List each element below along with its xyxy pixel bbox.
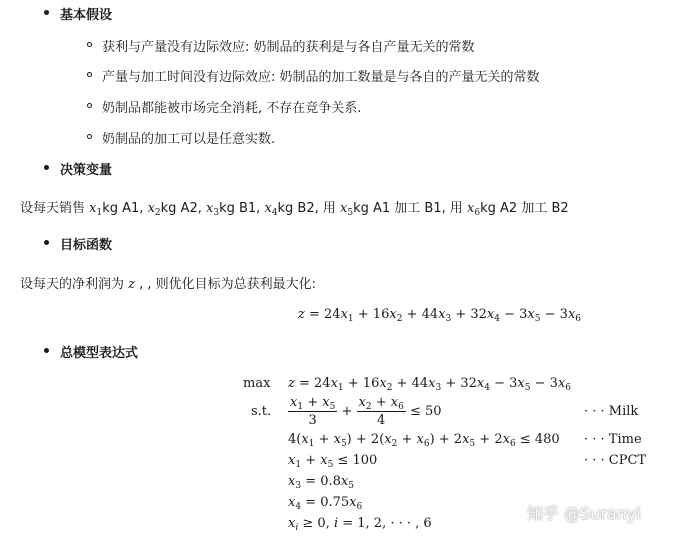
watermark: 知乎 @Suranyi — [527, 504, 641, 523]
section-bullet — [44, 10, 49, 15]
max-label: max — [243, 376, 271, 391]
objective-equation: $z = 24x_1 + 16x_2 + 44x_3 + 32x_4 - 3x_5 - 3x_6$ — [298, 307, 582, 324]
assumption-item-1: 获利与产量没有边际效应: 奶制品的获利是与各自产量无关的常数 — [102, 40, 475, 55]
decision-heading: 决策变量 — [60, 163, 113, 178]
sub-bullet — [87, 103, 92, 108]
model-heading: 总模型表达式 — [60, 346, 139, 361]
assumption-item-4: 奶制品的加工可以是任意实数. — [102, 132, 276, 147]
objective-heading: 目标函数 — [60, 238, 113, 253]
section-bullet — [44, 240, 49, 245]
decision-variables-text: 设每天销售 $x_1kg$ A1, $x_2kg$ A2, $x_3kg$ B1, $x_4kg$ B2, 用 $x_5kg$ A1 加工 B1, 用 $x_6kg$ A2 加工 B2 — [20, 201, 569, 218]
assumption-item-3: 奶制品都能被市场完全消耗, 不存在竞争关系. — [102, 101, 362, 116]
cpct-label: · · · CPCT — [584, 453, 647, 468]
max-equation: $z = 24x_1 + 16x_2 + 44x_3 + 32x_4 - 3x_5 - 3x_6$ — [288, 376, 572, 393]
assumptions-heading: 基本假设 — [60, 8, 113, 23]
time-label: · · · Time — [584, 432, 642, 447]
section-bullet — [44, 348, 49, 353]
time-constraint: $4(x_1 + x_5) + 2(x_2 + x_6) + 2x_5 + 2x_6 \le 480$ — [288, 432, 560, 449]
assumption-item-2: 产量与加工时间没有边际效应: 奶制品的加工数量是与各自的产量无关的常数 — [102, 70, 540, 85]
nonneg-constraint: $x_i \ge 0$, i = 1, 2, · · · , 6 — [288, 516, 432, 533]
section-bullet — [44, 165, 49, 170]
objective-text: 设每天的净利润为 z , , 则优化目标为总获利最大化: — [20, 277, 317, 292]
milk-constraint: $\frac{x_1 + x_5}{3}$ + $\frac{x_2 + x_6}{4}$ ≤ 50 — [290, 395, 442, 428]
sub-bullet — [87, 72, 92, 77]
st-label: s.t. — [251, 404, 272, 419]
x3-constraint: $x_3 = 0.8x_5$ — [288, 474, 354, 491]
milk-label: · · · Milk — [584, 404, 639, 419]
sub-bullet — [87, 42, 92, 47]
x4-constraint: $x_4 = 0.75x_6$ — [288, 495, 363, 512]
sub-bullet — [87, 134, 92, 139]
cpct-constraint: $x_1 + x_5 \le 100$ — [288, 453, 378, 470]
